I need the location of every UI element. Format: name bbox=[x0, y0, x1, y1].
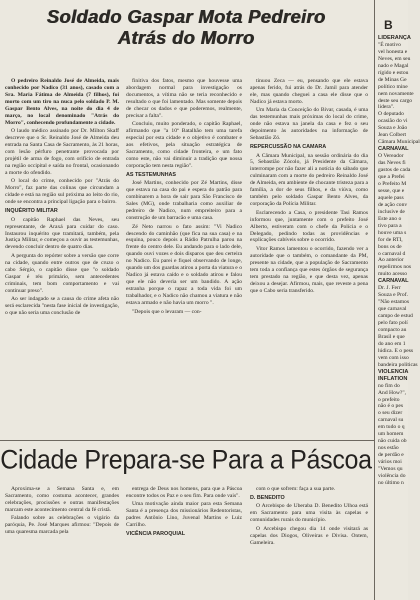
sidebar-line: inclusive de bbox=[378, 208, 405, 215]
article2-column-2 bbox=[126, 486, 242, 598]
body-paragraph: O local do crime, conhecido por "Atrás do Morro", faz parte das colinas que circundam a cidade e está na região sul próxima ao leito do rio, onde se encontra a principal ligação para o bairro. bbox=[5, 178, 119, 206]
sidebar-line: Neves, em seu bbox=[378, 55, 411, 62]
body-paragraph: O Arcebispo de Uberaba D. Benedito Ulhoa está em Sacramento para uma visita às capelas e comunidades rurais do município. bbox=[250, 503, 368, 524]
sidebar-line: que a Prefei bbox=[378, 174, 405, 181]
sidebar-line: O Vereador bbox=[378, 153, 404, 160]
body-paragraph: Concluiu, muito ponderado, o capitão Raphael, afirmando que "a 10ª Batalhão tem uma tarefa especial por esta cidade e o objetivo é combater e aos efetivos, pela situação estratégica de Sacramento, como cidade fronteira, e um fato como este, não vai diminuir a tradição que nossa corporação tem nesta região". bbox=[126, 121, 242, 169]
sidebar-line: do ano em 1 bbox=[378, 340, 406, 347]
article-column-2 bbox=[126, 78, 242, 436]
sidebar-line: sesse, que e bbox=[378, 187, 405, 194]
sidebar-line: deste seu cargo bbox=[378, 97, 413, 104]
body-paragraph: tinuou Zeca — eu, pensando que ele estava apenas ferido, fui atrás do Dr. Jamil para atender ele, mas quando cheguei a casa ele disse que o Nadico já estava morto. bbox=[250, 78, 368, 105]
body-paragraph: Uma motivação ainda maior para esta Semana Santa é a presença dos missionários Redentoristas, padres Antônio Lino, Juvenal Martins e Luiz Carrilho. bbox=[126, 501, 242, 529]
sidebar-line: não é o pes bbox=[378, 403, 404, 410]
body-paragraph: A Câmara Municipal, na sessão ordinária do dia 5, Sebastião Zócolo, já Presidente da Câmara, interrompe por não fazer ali a notícia do sábado que culminaram com a morte do pedreiro Reinaldo José de Almeida, em ambiente de chocante tristeza para a família, a dor de seus filhos, e da viúva, como também pelo soldado Gaspar Bento Alves, da corporação da Polícia Militar. bbox=[250, 152, 368, 208]
sidebar-line: nos estão bbox=[378, 445, 399, 452]
body-paragraph: O laudo médico assinado por Dr. Milton Skaff descreve que o Sr. Reinaldo José de Almeida deu entrada na Santa Casa de Sacramento, às 21 horas, com lesão pérfuro penetrante provocada por projétil de arma de fogo, com orifício de entrada na região occipital e saída no frontal, ocasionando a morte do ofendido. bbox=[5, 128, 119, 176]
sidebar-column bbox=[378, 0, 420, 600]
sidebar-headline: B bbox=[384, 18, 393, 32]
article2-column-3 bbox=[250, 486, 368, 598]
section-heading: D. BENEDITO bbox=[250, 494, 285, 501]
sidebar-line: um homem bbox=[378, 431, 404, 438]
body-paragraph: Esclarecendo a Casa, o presidente Tasi Ramos informou que, juntamente com o prefeito José Alberto, estiveram com o chefe da Polícia e o Delegado, pedindo todas as providências e explicações cabíveis sobre o ocorrido. bbox=[250, 209, 368, 244]
body-paragraph: Ao ser indagado se a causa do crime afeta não será esclarecida "nesta fase inicial de investigação, o que não seria uma conclusão de bbox=[5, 296, 119, 316]
sidebar-line: INFLATION bbox=[378, 375, 408, 382]
body-paragraph: finitiva dos fatos, mesmo que houvesse uma abordagem normal para investigação os documentos, a vítima não se teria reconhecido e resultado o que foi lamentado. Mas somente depois de checar os dados e que poderemos, realmente, precisar a falta". bbox=[126, 78, 242, 119]
sidebar-line: no fim do bbox=[378, 382, 400, 389]
sidebar-line: de perdão e bbox=[378, 452, 404, 459]
sidebar-line: não cuida ob bbox=[378, 438, 407, 445]
sidebar-line: "É motivo bbox=[378, 41, 401, 48]
sidebar-line: CARNAVAL bbox=[378, 278, 409, 285]
sidebar-line: violência do bbox=[378, 473, 406, 479]
sidebar-line: de ação conv bbox=[378, 201, 408, 208]
sidebar-line: Câmara Municipal bbox=[378, 139, 420, 146]
body-paragraph: Aproxima-se a Semana Santa e, em Sacramento, como costuma acontecer, grandes celebrações, procissões e outras manifestações marcam este acontecimento central da fé cristã. bbox=[5, 486, 119, 513]
sidebar-line: o carnaval d bbox=[378, 250, 406, 257]
body-paragraph: com o que sofrem: faça a sua parte. bbox=[256, 486, 336, 492]
section-heading: AS TESTEMUNHAS bbox=[126, 171, 177, 178]
headline-line-1: Soldado Gaspar Mota Pedreiro bbox=[46, 6, 326, 27]
sidebar-line: político mine bbox=[378, 83, 408, 90]
body-paragraph: "Depois que o levaram — con- bbox=[132, 308, 202, 315]
sidebar-line: VIOLENCIA bbox=[378, 368, 409, 375]
sidebar-line: pelo fato polí bbox=[378, 320, 408, 327]
sidebar-line: nado e Magal bbox=[378, 62, 409, 69]
article-headline bbox=[0, 6, 372, 48]
sidebar-line: carnaval su bbox=[378, 417, 404, 424]
lead-paragraph: O pedreiro Reinaldo José de Almeida, mais conhecido por Nadico (31 anos), casado com a Sra. Maria Fátima de Almeida (7 filhos), foi morto com um tiro na nuca pelo soldado P. M. Gaspar Bento Alves, na noite do dia 4 de março, no local denominado "Atrás do Morro", conhecendo profundamente a cidade. bbox=[5, 78, 119, 126]
sidebar-line: Brasil e que bbox=[378, 333, 405, 340]
body-paragraph: A pergunta do repórter sobre a versão que corre na cidade, quando entre outros que de cruzo o cabo Sérgio, o capitão disse que "o soldado Gaspar é réu primário, sem antecedentes criminais, tem bom comportamento e vai continuar preso". bbox=[5, 252, 119, 294]
sidebar-line: "Vemos qu bbox=[378, 466, 403, 473]
sidebar-line: vem com isso bbox=[378, 354, 409, 361]
sidebar-line: CARNAVAL bbox=[378, 146, 409, 153]
sidebar-line: Este ano o bbox=[378, 215, 402, 222]
body-paragraph: Falando sobre as celebrações o vigário da paróquia, Pe. José Marques afirmou: "Depois de uma quaresma marcada pela bbox=[5, 515, 119, 536]
body-paragraph: Um Maria da Conceição do Bivar, casada, é uma das testemunhas mais próximas do local do crime, onde não estava na janela da casa e fez o seu depoimento às autoridades na informação de Sebastião Zó. bbox=[250, 107, 368, 142]
sidebar-line: Jean Colbert bbox=[378, 132, 407, 139]
sidebar-line: Souza e Prof. bbox=[378, 292, 408, 299]
body-paragraph: O Arcebispo chegou dia 14 onde visitará as capelas dos Diogos, Oliveiras e Divisa. Ontem, Gameleira. bbox=[250, 525, 368, 546]
sidebar-line: tivo para a bbox=[378, 222, 402, 229]
article-column-3 bbox=[250, 78, 368, 436]
article2-column-1 bbox=[5, 486, 119, 598]
body-paragraph: O capitão Raphael das Neves, seu representante, de Araxá para cuidar do caso. Instaurou inquérito que tramitará, também, pela Justiça Militar, e começou a ouvir as testemunhas, devendo concluir dentro de quatro dias. bbox=[5, 216, 119, 251]
headline-line-2: Atrás do Morro bbox=[117, 27, 255, 48]
sidebar-line: rígido e estou bbox=[378, 69, 409, 76]
body-paragraph: José Martins, conhecido por Zé Martins, disse que estava na casa do pai e espera do patrão para combinarem a hora de sair para São Francisco de Sales (MG), onde trabalharia como auxiliar de pedreiro de Nadico, num empreiteiro para a construção de um barracão e uma casa. bbox=[126, 180, 242, 222]
sidebar-line: o seu dizer bbox=[378, 410, 403, 417]
article-column-1 bbox=[5, 78, 119, 436]
section-heading: VICÊNCIA PAROQUIAL bbox=[126, 531, 185, 538]
column-divider bbox=[374, 0, 375, 600]
section-heading: REPERCUSSÃO NA CAMARA bbox=[250, 144, 327, 151]
sidebar-line: nem novamente bbox=[378, 90, 414, 97]
sidebar-line: muito acesso bbox=[378, 271, 408, 278]
sidebar-line: Souza e João bbox=[378, 125, 408, 132]
sidebar-line: Ao anterior bbox=[378, 257, 404, 264]
body-paragraph: entrega de Deus nos homens, para que a Páscoa encontre todos os Paz e o seu fim. Para onde vais". bbox=[126, 486, 242, 499]
sidebar-line: bandeira políticas bbox=[378, 361, 418, 368]
body-paragraph: Zé Neto narrou o fato assim: "Vi Nadico descendo do caminhão (que fica na sua casa) e na esquina, pouco depois a Rádio Patrulha parou na frente do centro dele. Eu andando para o lado dele, quando ouvi vozes e dois disparos que deu certeira no Nadico. Eu parei e fiquei observando de longe, quando um dos guardas atirou a porta da viatura e o Nadico já estava caído e o soldado atirou e falou que ele não deveria ser um bandido. A ação estranha porque o rapaz a toda vida foi um trabalhador, e o Nadico não chamou a viatura e não estava armado e não havia um morro ". bbox=[126, 223, 242, 307]
sidebar-line: no último n bbox=[378, 479, 404, 486]
sidebar-line: lidera". bbox=[378, 104, 395, 111]
sidebar-line: houve uma s bbox=[378, 229, 407, 236]
sidebar-line: que carnaval bbox=[378, 306, 407, 313]
article-headline-2: Cidade Prepara-se Para a Páscoa bbox=[0, 444, 372, 476]
section-heading: INQUÉRITO MILITAR bbox=[5, 208, 58, 215]
sidebar-line: gastos de cada bbox=[378, 167, 411, 174]
sidebar-line: Dr. J. Ferr bbox=[378, 285, 401, 292]
sidebar-line: ocasião do vi bbox=[378, 118, 408, 125]
sidebar-line: repelirmos nos bbox=[378, 264, 412, 271]
body-paragraph: Vitor Ramos lamentou o ocorrido, fazendo ver a autoridade que o também, o comandante da PM, presente na cidade, que a população de Sacramento tem toda a confiança que estes órgãos de segurança tem prestado na região, e que desta vez, apenas deixou a desejar. Afirmou, mais, que reveste a pena que o Cabo seria transferido. bbox=[250, 245, 368, 294]
sidebar-line: LIDERANÇA bbox=[378, 34, 411, 41]
sidebar-line: And How?", bbox=[378, 389, 407, 396]
sidebar-line: aquele pass bbox=[378, 194, 404, 201]
sidebar-line: for de RTI, bbox=[378, 236, 403, 243]
sidebar-line: das Neves fi bbox=[378, 160, 406, 167]
sidebar-text bbox=[378, 34, 420, 487]
sidebar-line: em tudo o q bbox=[378, 424, 405, 431]
section-divider bbox=[0, 440, 374, 441]
sidebar-line: lúdica. E o pess bbox=[378, 347, 414, 354]
sidebar-line: vários moi bbox=[378, 459, 402, 466]
sidebar-line: vel honesta e bbox=[378, 48, 408, 55]
sidebar-line: o prefeito bbox=[378, 396, 400, 403]
sidebar-line: compacto au bbox=[378, 326, 407, 333]
sidebar-line: campo de estud bbox=[378, 313, 413, 320]
sidebar-line: o Prefeito M bbox=[378, 180, 407, 187]
sidebar-line: bons os de bbox=[378, 243, 402, 250]
sidebar-line: "Não estamos bbox=[378, 299, 410, 306]
sidebar-line: O deputado bbox=[378, 111, 404, 118]
sidebar-line: de Minas Ge bbox=[378, 76, 407, 83]
